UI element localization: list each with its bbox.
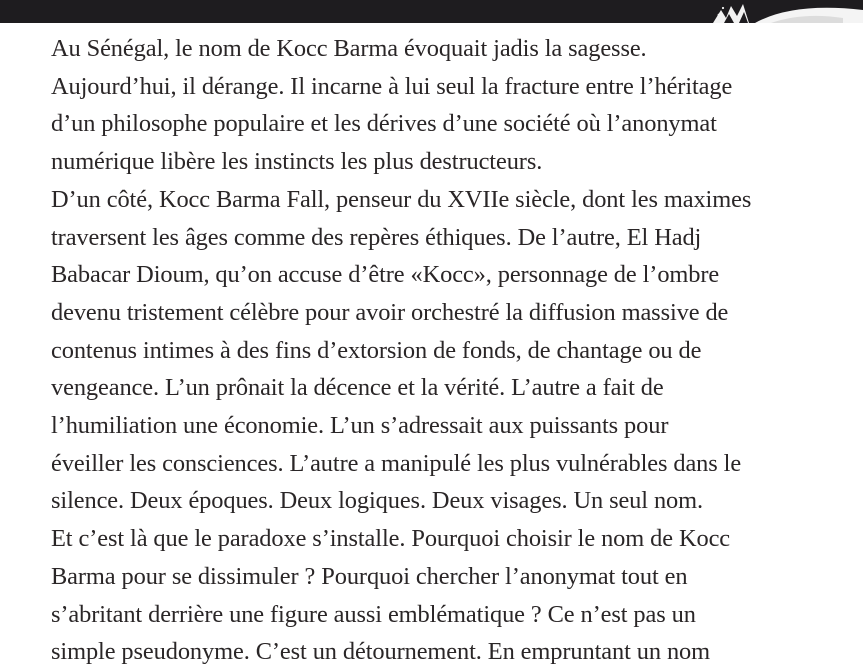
article-body xyxy=(51,30,851,671)
article-line: éveiller les consciences. L’autre a manipulé les plus vulnérables dans le xyxy=(51,449,742,477)
article-line: contenus intimes à des fins d’extorsion de fonds, de chantage ou de xyxy=(51,336,702,364)
article-line: numérique libère les instincts les plus destructeurs. xyxy=(51,148,543,176)
article-line: Aujourd’hui, il dérange. Il incarne à lui seul la fracture entre l’héritage xyxy=(51,72,733,100)
article-line: l’humiliation une économie. L’un s’adressait aux puissants pour xyxy=(51,412,669,440)
article-line: Babacar Dioum, qu’on accuse d’être «Kocc», personnage de l’ombre xyxy=(51,261,720,289)
article-line: simple pseudonyme. C’est un détournement. En empruntant un nom xyxy=(51,638,711,666)
article-line: d’un philosophe populaire et les dérives d’une société où l’anonymat xyxy=(51,110,717,138)
article-line: D’un côté, Kocc Barma Fall, penseur du XVIIe siècle, dont les maximes xyxy=(51,185,752,213)
article-line: vengeance. L’un prônait la décence et la vérité. L’autre a fait de xyxy=(51,374,664,402)
article-line: devenu tristement célèbre pour avoir orchestré la diffusion massive de xyxy=(51,298,729,326)
article-line: Au Sénégal, le nom de Kocc Barma évoquait jadis la sagesse. xyxy=(51,35,647,62)
article-line: silence. Deux époques. Deux logiques. Deux visages. Un seul nom. xyxy=(51,487,704,515)
article-line: traversent les âges comme des repères éthiques. De l’autre, El Hadj xyxy=(51,223,702,251)
article-line: Et c’est là que le paradoxe s’installe. Pourquoi choisir le nom de Kocc xyxy=(51,525,731,553)
article-line: Barma pour se dissimuler ? Pourquoi chercher l’anonymat tout en xyxy=(51,562,688,590)
article-line: s’abritant derrière une figure aussi emblématique ? Ce n’est pas un xyxy=(51,600,696,628)
header-photo-fragment xyxy=(693,0,863,23)
